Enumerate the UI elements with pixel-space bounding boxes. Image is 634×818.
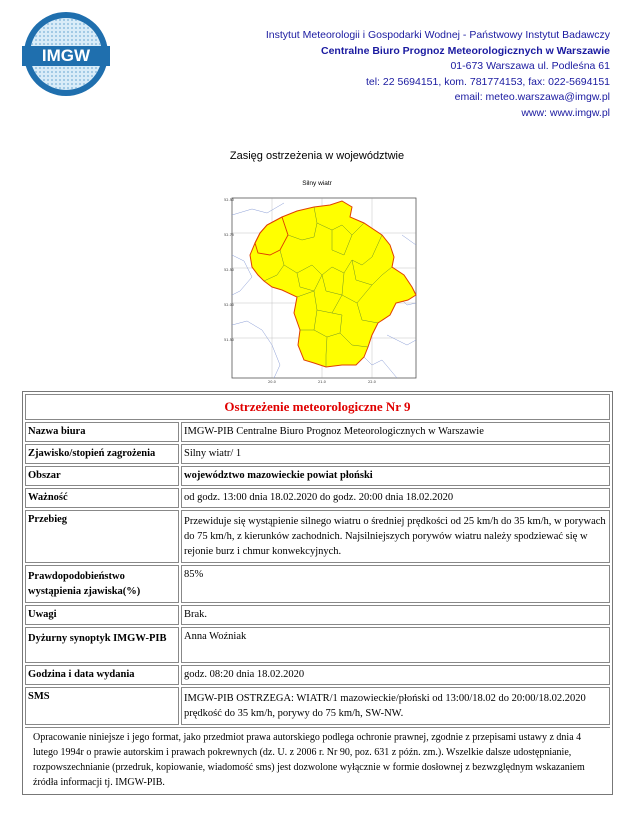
imgw-logo: [22, 10, 110, 98]
copyright-notice: Opracowanie niniejsze i jego format, jako przedmiot prawa autorskiego podlega ochronie prawnej, zgodnie z przepisami ustawy z dnia 4 lutego 1994r o prawie autorskim i prawach pokrewnych (dz. U. z 2006 r. Nr 90, poz. 631 z późn. zm.). Wszelkie dalsze udostępnianie, rozpowszechnianie (przedruk, kopiowanie, wiadomość sms) jest dozwolone wyłącznie w formie dosłownej z bezwzględnym wskazaniem źródła informacji tj. IMGW-PIB.: [25, 727, 610, 792]
row-label: Prawdopodobieństwo wystąpienia zjawiska(%): [25, 565, 179, 603]
row-label: Uwagi: [25, 605, 179, 625]
row-label: Przebieg: [25, 510, 179, 563]
warning-table: [22, 391, 613, 795]
row-value: Brak.: [181, 605, 610, 625]
row-label: SMS: [25, 687, 179, 725]
logo-text: IMGW: [41, 46, 91, 65]
svg-text:52.50: 52.50: [224, 198, 235, 202]
phone: tel: 22 5694151, kom. 781774153, fax: 022-5694151: [365, 75, 610, 88]
row-value: Silny wiatr/ 1: [181, 444, 610, 464]
svg-text:52.00: 52.00: [224, 303, 235, 307]
address: 01-673 Warszawa ul. Podleśna 61: [450, 60, 610, 72]
svg-text:21.0: 21.0: [318, 380, 326, 384]
warning-area-map: [222, 195, 422, 385]
row-value: Przewiduje się wystąpienie silnego wiatru o średniej prędkości od 25 km/h do 35 km/h, w porywach do 75 km/h, z kierunków zachodnich. Najsilniejszych porywów wiatru należy spodziewać się w rejonie burz i chmur konwekcyjnych.: [181, 510, 610, 563]
svg-text:51.50: 51.50: [224, 338, 235, 342]
row-label: Nazwa biura: [25, 422, 179, 442]
row-label: Zjawisko/stopień zagrożenia: [25, 444, 179, 464]
row-label: Dyżurny synoptyk IMGW-PIB: [25, 627, 179, 663]
svg-text:52.75: 52.75: [224, 233, 235, 237]
row-value: od godz. 13:00 dnia 18.02.2020 do godz. 20:00 dnia 18.02.2020: [181, 488, 610, 508]
org-name: Instytut Meteorologii i Gospodarki Wodnej - Państwowy Instytut Badawczy: [265, 29, 610, 41]
row-value: Anna Woźniak: [181, 627, 610, 663]
website[interactable]: www: www.imgw.pl: [521, 106, 610, 119]
svg-text:52.50: 52.50: [224, 268, 235, 272]
warning-heading: Ostrzeżenie meteorologiczne Nr 9: [25, 394, 610, 420]
svg-text:20.0: 20.0: [268, 380, 276, 384]
row-value: IMGW-PIB OSTRZEGA: WIATR/1 mazowieckie/płoński od 13:00/18.02 do 20:00/18.02.2020 prędkość do 35 km/h, porywy do 75 km/h, SW-NW.: [181, 687, 610, 725]
organisation-info: [190, 28, 610, 121]
svg-text:22.0: 22.0: [368, 380, 376, 384]
map-subtitle: Silny wiatr: [302, 180, 332, 187]
row-label: Obszar: [25, 466, 179, 486]
row-label: Godzina i data wydania: [25, 665, 179, 685]
row-value: 85%: [181, 565, 610, 603]
map-title: Zasięg ostrzeżenia w województwie: [229, 150, 405, 162]
office-name: Centralne Biuro Prognoz Meteorologicznych w Warszawie: [321, 44, 610, 57]
row-value: godz. 08:20 dnia 18.02.2020: [181, 665, 610, 685]
row-label: Ważność: [25, 488, 179, 508]
row-value: IMGW-PIB Centralne Biuro Prognoz Meteorologicznych w Warszawie: [181, 422, 610, 442]
email[interactable]: email: meteo.warszawa@imgw.pl: [454, 91, 610, 103]
row-value: województwo mazowieckie powiat płoński: [181, 466, 610, 486]
